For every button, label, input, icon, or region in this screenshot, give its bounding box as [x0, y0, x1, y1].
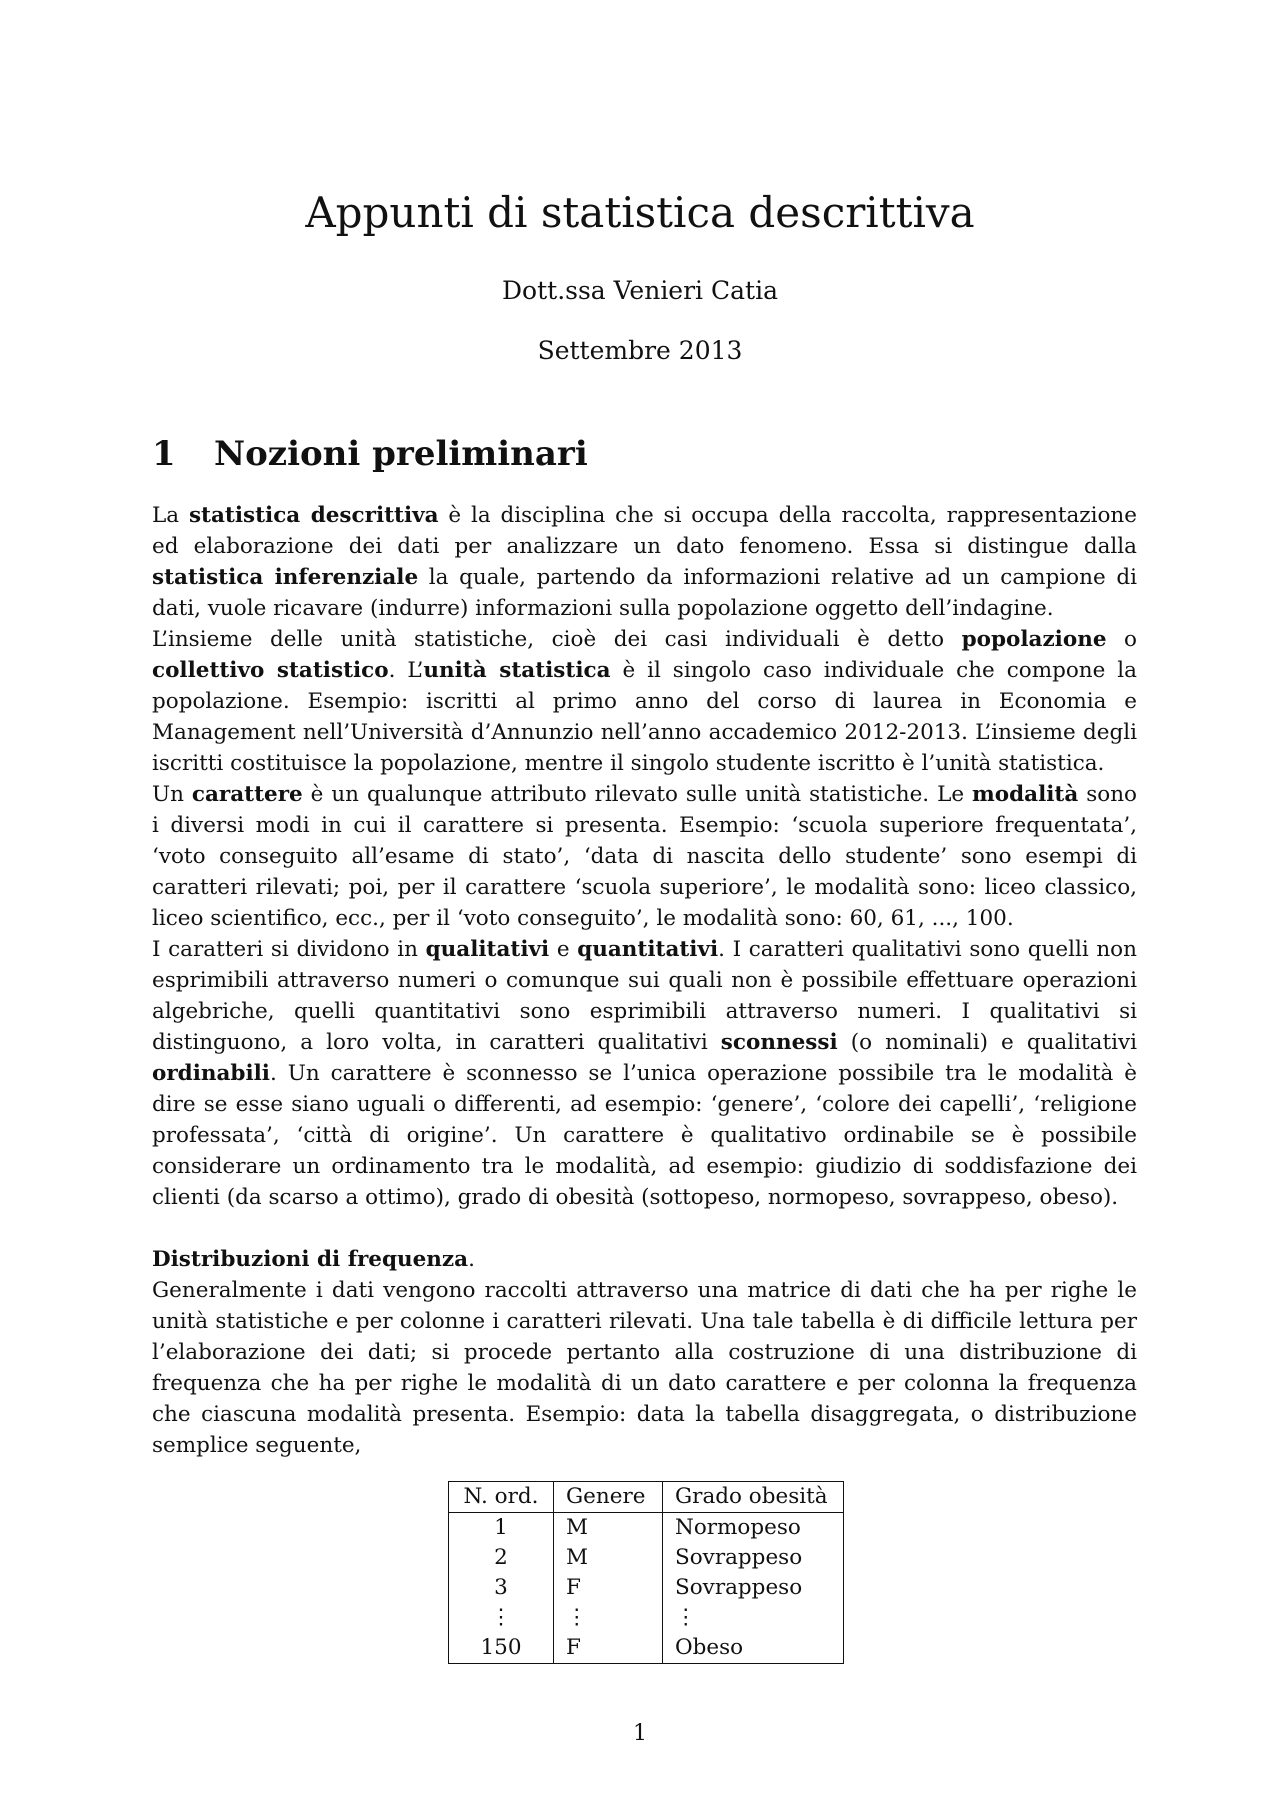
bold-term: quantitativi — [577, 937, 719, 962]
table-cell: F — [554, 1633, 663, 1664]
text-run: o — [1106, 627, 1137, 652]
table-cell: Sovrappeso — [663, 1573, 844, 1603]
frequency-heading-text: Distribuzioni di frequenza — [152, 1247, 469, 1272]
data-table-container — [448, 1481, 844, 1664]
table-cell: Obeso — [663, 1633, 844, 1664]
bold-term: statistica inferenziale — [152, 565, 419, 590]
section-body — [152, 500, 1137, 1213]
text-run: la quale, partendo da informazioni relative ad un campione di dati, vuole ricavare (indurre) informazioni sulla popolazione oggetto dell’indagine. — [152, 565, 1137, 621]
bold-term: modalità — [972, 782, 1079, 807]
frequency-text: Generalmente i dati vengono raccolti attraverso una matrice di dati che ha per righe le unità statistiche e per colonne i caratteri rilevati. Una tale tabella è di difficile lettura per l’elaborazione dei dati; si procede pertanto alla costruzione di una distribuzione di frequenza che ha per righe le modalità di un dato carattere e per colonna la frequenza che ciascuna modalità presenta. Esempio: data la tabella disaggregata, o distribuzione semplice seguente, — [152, 1278, 1137, 1458]
bold-term: sconnessi — [720, 1030, 838, 1055]
text-run: . L’ — [388, 658, 424, 683]
text-run: sono i diversi modi in cui il carattere si presenta. Esempio: ‘scuola superiore frequentata’, ‘voto conseguito all’esame di stato’, ‘data di nascita dello studente’ sono esempi di caratteri rilevati; poi, per il carattere ‘scuola superiore’, le modalità sono: liceo classico, liceo scientifico, ecc., per il ‘voto conseguito’, le modalità sono: 60, 61, ..., 100. — [152, 782, 1137, 931]
text-run: Un — [152, 782, 192, 807]
section-number: 1 — [152, 434, 176, 474]
text-run: L’insieme delle unità statistiche, cioè dei casi individuali è detto — [152, 627, 962, 652]
table-row — [449, 1573, 844, 1603]
column-header-genere: Genere — [554, 1482, 663, 1513]
table-cell: ⋮ — [449, 1603, 554, 1633]
page-number: 1 — [633, 1721, 647, 1746]
table-header-row — [449, 1482, 844, 1513]
text-run: La — [152, 503, 189, 528]
text-run: è un qualunque attributo rilevato sulle unità statistiche. Le — [302, 782, 973, 807]
bold-term: qualitativi — [425, 937, 550, 962]
document-date: Settembre 2013 — [537, 336, 743, 365]
table-cell: 3 — [449, 1573, 554, 1603]
bold-term: collettivo statistico — [152, 658, 389, 683]
table-cell: M — [554, 1513, 663, 1544]
table-cell: 150 — [449, 1633, 554, 1664]
text-run: e — [549, 937, 578, 962]
paragraph-4 — [152, 934, 1137, 1213]
table-cell: ⋮ — [663, 1603, 844, 1633]
table-row-ellipsis — [449, 1603, 844, 1633]
section-title: Nozioni preliminari — [214, 434, 588, 474]
table-row — [449, 1543, 844, 1573]
frequency-section — [152, 1244, 1137, 1461]
table-cell: M — [554, 1543, 663, 1573]
text-run: è il singolo caso individuale che compone la popolazione. Esempio: iscritti al primo anno del corso di laurea in Economia e Management nell’Università d’Annunzio nell’anno accademico 2012-2013. L’insieme degli iscritti costituisce la popolazione, mentre il singolo studente iscritto è l’unità statistica. — [152, 658, 1137, 776]
bold-term: statistica descrittiva — [188, 503, 439, 528]
table-cell: 2 — [449, 1543, 554, 1573]
text-run: I caratteri si dividono in — [152, 937, 426, 962]
table-cell: Normopeso — [663, 1513, 844, 1544]
document-title: Appunti di statistica descrittiva — [305, 188, 975, 237]
column-header-n-ord: N. ord. — [449, 1482, 554, 1513]
table-cell: ⋮ — [554, 1603, 663, 1633]
document-author: Dott.ssa Venieri Catia — [502, 276, 778, 305]
column-header-grado-obesita: Grado obesità — [663, 1482, 844, 1513]
text-run: è la disciplina che si occupa della raccolta, rappresentazione ed elaborazione dei dati per analizzare un dato fenomeno. Essa si distingue dalla — [152, 503, 1137, 559]
bold-term: unità statistica — [423, 658, 611, 683]
bold-term: carattere — [191, 782, 303, 807]
frequency-heading — [152, 1244, 1137, 1275]
paragraph-2 — [152, 624, 1137, 779]
bold-term: popolazione — [961, 627, 1107, 652]
paragraph-3 — [152, 779, 1137, 934]
section-heading — [152, 432, 588, 476]
bold-term: ordinabili — [152, 1061, 270, 1086]
data-table — [448, 1481, 844, 1664]
table-row — [449, 1633, 844, 1664]
text-run: . Un carattere è sconnesso se l’unica operazione possibile tra le modalità è dire se esse siano uguali o differenti, ad esempio: ‘genere’, ‘colore dei capelli’, ‘religione professata’, ‘città di origine’. Un carattere è qualitativo ordinabile se è possibile considerare un ordinamento tra le modalità, ad esempio: giudizio di soddisfazione dei clienti (da scarso a ottimo), grado di obesità (sottopeso, normopeso, sovrappeso, obeso). — [152, 1061, 1137, 1210]
table-row — [449, 1513, 844, 1544]
text-run: . I caratteri qualitativi sono quelli non esprimibili attraverso numeri o comunque sui quali non è possibile effettuare operazioni algebriche, quelli quantitativi sono esprimibili attraverso numeri. I qualitativi si distinguono, a loro volta, in caratteri qualitativi — [152, 937, 1137, 1055]
paragraph-1 — [152, 500, 1137, 624]
frequency-heading-suffix: . — [468, 1247, 475, 1272]
text-run: (o nominali) e qualitativi — [837, 1030, 1138, 1055]
table-cell: 1 — [449, 1513, 554, 1544]
table-cell: Sovrappeso — [663, 1543, 844, 1573]
table-cell: F — [554, 1573, 663, 1603]
